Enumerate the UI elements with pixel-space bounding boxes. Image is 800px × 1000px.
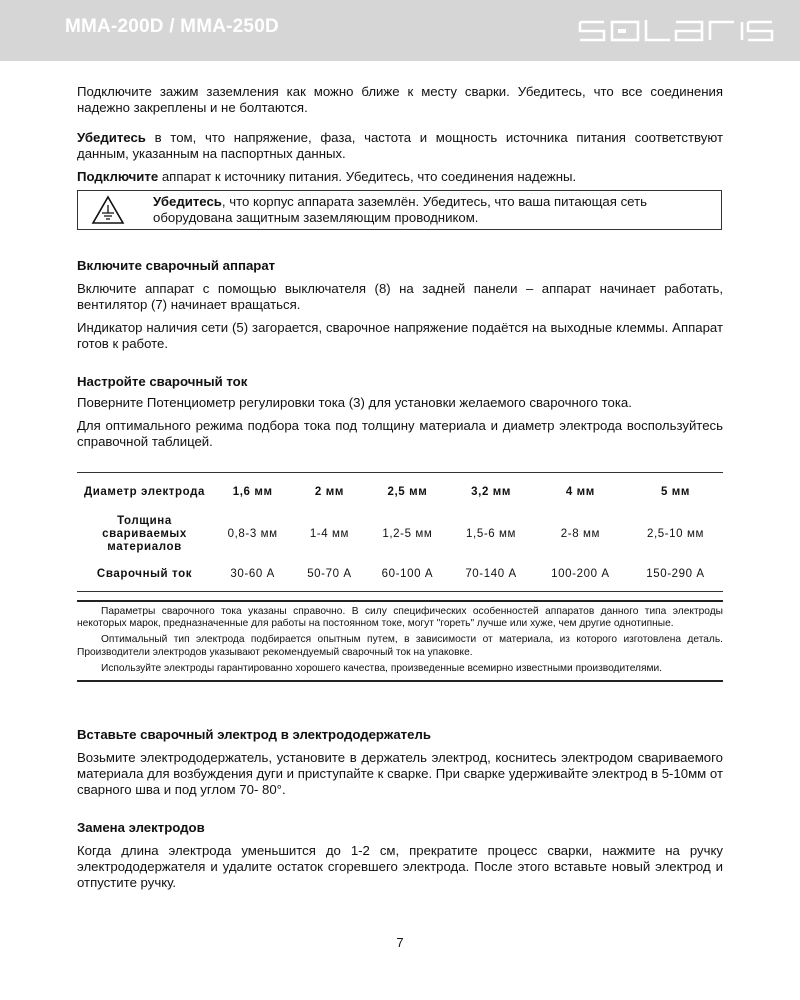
intro-paragraph-1: Подключите зажим заземления как можно ближе к месту сварки. Убедитесь, что все соединения надежно закреплены и не болтаются.: [77, 84, 723, 115]
table-row-thickness: [77, 511, 723, 557]
table-cell: 2 мм: [314, 485, 344, 498]
note-3: Используйте электроды гарантированно хорошего качества, произведенные всемирно известными производителями.: [101, 662, 663, 674]
heading-replace-electrodes: Замена электродов: [77, 820, 205, 835]
replace-paragraph-1: Когда длина электрода уменьшится до 1-2 см, прекратите процесс сварки, нажмите на ручку электрододержателя и удалите остаток сгоревшего электрода. После этого вставьте новый электрод и отпустите ручку.: [77, 843, 723, 890]
table-cell: 150-290 А: [646, 567, 705, 580]
table-cell: 3,2 мм: [471, 485, 511, 498]
note-1: Параметры сварочного тока указаны справочно. В силу специфических особенностей аппаратов данного типа электроды некоторых марок, предназначенные для работы на постоянном токе, могут "гореть" лучше или хуже, чем другие однотипные.: [77, 606, 723, 630]
table-cell: 2,5-10 мм: [646, 527, 704, 540]
table-notes: [77, 600, 723, 682]
current-paragraph-1: Поверните Потенциометр регулировки тока (3) для установки желаемого сварочного тока.: [77, 395, 632, 410]
table-cell: 1,5-6 мм: [466, 527, 517, 540]
row-header-thickness: Толщина свариваемых материалов: [102, 514, 187, 553]
grounding-warning-box: [77, 190, 722, 230]
warning-text: Убедитесь, что корпус аппарата заземлён. Убедитесь, что ваша питающая сеть оборудована защитным заземляющим проводником.: [153, 194, 647, 225]
solaris-logo: [578, 18, 774, 44]
main-content: [77, 84, 723, 185]
params-table: [77, 473, 723, 591]
table-bottom-rule: [77, 591, 723, 592]
table-row-diameter: [77, 473, 723, 511]
power-paragraph-1: Включите аппарат с помощью выключателя (8) на задней панели – аппарат начинает работать, вентилятор (7) начинает вращаться.: [77, 281, 723, 312]
table-cell: 4 мм: [565, 485, 595, 498]
power-paragraph-2: Индикатор наличия сети (5) загорается, сварочное напряжение подаётся на выходные клеммы. Аппарат готов к работе.: [77, 320, 723, 351]
section-replace-electrodes: [77, 820, 723, 891]
heading-insert-electrode: Вставьте сварочный электрод в электрододержатель: [77, 727, 431, 742]
table-cell: 5 мм: [660, 485, 690, 498]
row-header-diameter: Диаметр электрода: [83, 485, 206, 498]
note-2: Оптимальный тип электрода подбирается опытным путем, в зависимости от материала, из которого изготовлена деталь. Производители электродов указывают рекомендуемый сварочный ток на упаковке.: [77, 634, 723, 658]
table-cell: 60-100 А: [381, 567, 434, 580]
table-cell: 100-200 А: [551, 567, 610, 580]
insert-paragraph-1: Возьмите электрододержатель, установите в держатель электрод, коснитесь электродом свариваемого материала для возбуждения дуги и приступайте к сварке. При сварке удерживайте электрод в 5-10мм от сварного шва и под углом 70- 80°.: [77, 750, 723, 797]
section-power-on: [77, 258, 723, 352]
table-cell: 2,5 мм: [387, 485, 428, 498]
current-paragraph-2: Для оптимального режима подбора тока под толщину материала и диаметр электрода воспользуйтесь справочной таблицей.: [77, 418, 723, 449]
table-cell: 30-60 А: [230, 567, 275, 580]
table-cell: 1-4 мм: [309, 527, 350, 540]
section-insert-electrode: [77, 727, 723, 798]
table-cell: 70-140 А: [465, 567, 517, 580]
table-cell: 1,2-5 мм: [382, 527, 433, 540]
heading-set-current: Настройте сварочный ток: [77, 374, 248, 389]
intro-paragraph-3: Подключите аппарат к источнику питания. Убедитесь, что соединения надежны.: [77, 169, 577, 184]
page-header: [0, 0, 800, 61]
intro-paragraph-2: Убедитесь в том, что напряжение, фаза, частота и мощность источника питания соответствуют данным, указанным на паспортных данных.: [77, 130, 723, 161]
table-cell: 50-70 А: [307, 567, 352, 580]
table-cell: 1,6 мм: [232, 485, 273, 498]
page-number: 7: [396, 935, 404, 950]
table-cell: 0,8-3 мм: [227, 527, 278, 540]
model-title: MMA-200D / MMA-250D: [65, 16, 279, 37]
current-reference-table: [77, 472, 723, 592]
section-set-current: [77, 374, 723, 450]
warning-ground-icon: [91, 195, 125, 225]
heading-power-on: Включите сварочный аппарат: [77, 258, 276, 273]
table-row-current: [77, 557, 723, 591]
table-cell: 2-8 мм: [560, 527, 601, 540]
row-header-current: Сварочный ток: [96, 567, 193, 580]
